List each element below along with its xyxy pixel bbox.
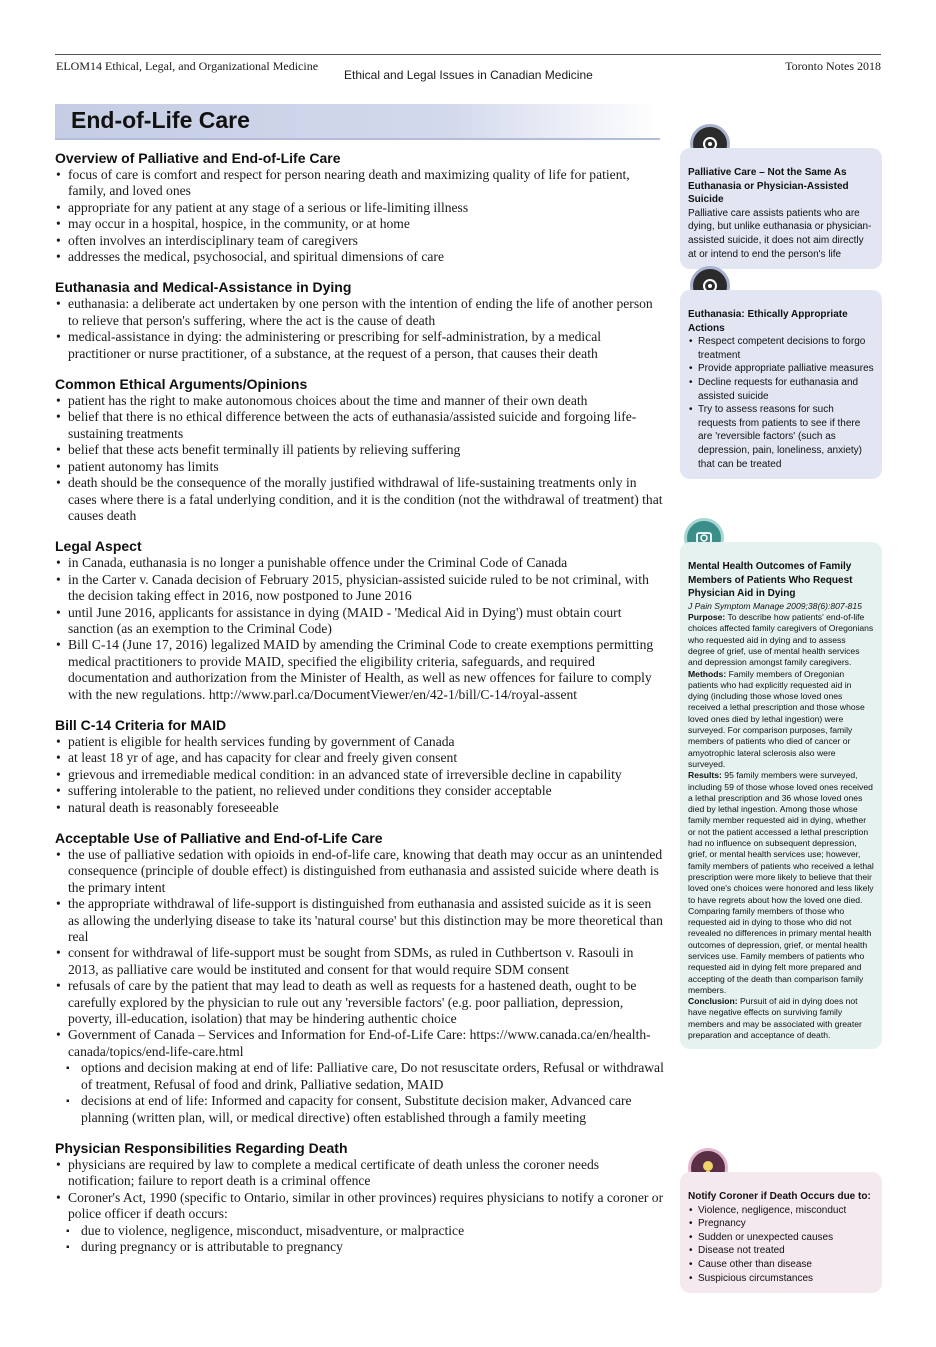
list-item: • until June 2016, applicants for assistance in dying (MAID - 'Medical Aid in Dying') must obtain court sanction (as an exemption to the Criminal Code) (55, 605, 665, 638)
section-heading: Overview of Palliative and End-of-Life Care (55, 150, 341, 166)
list-item: • at least 18 yr of age, and has capacity for clear and freely given consent (55, 750, 665, 766)
list-item: • patient autonomy has limits (55, 459, 665, 475)
purpose-paragraph (688, 612, 874, 668)
list-item: • refusals of care by the patient that may lead to death as well as requests for a hastened death, ought to be carefully explored by the physician to rule out any 'reversible factors' (e.g. poor palliation, depression, poverty, ill-education, isolation) that may be hindering authentic choice (55, 978, 665, 1027)
section-bill-c14-criteria (55, 717, 665, 816)
list-item: • medical-assistance in dying: the administering or prescribing for self-administration, by a medical practitioner or nurse practitioner, of a substance, at the request of a person, that causes their death (55, 329, 665, 362)
sub-list-item: ▪ decisions at end of life: Informed and capacity for consent, Substitute decision maker, Advanced care planning (written plan, will, or medical directive) often established through a family meeting (55, 1093, 665, 1126)
list-item: • appropriate for any patient at any stage of a serious or life-limiting illness (55, 200, 665, 216)
list-item: • often involves an interdisciplinary team of caregivers (55, 233, 665, 249)
list-item: • the use of palliative sedation with opioids in end-of-life care, knowing that death may occur as an unintended consequence (principle of double effect) is distinguished from euthanasia and assisted suicide where death is the primary intent (55, 847, 665, 896)
purpose-label: Purpose: (688, 612, 726, 623)
list-item: • Coroner's Act, 1990 (specific to Ontario, similar in other provinces) requires physicians to notify a coroner or police officer if death occurs: (55, 1190, 665, 1223)
list-item: • in Canada, euthanasia is no longer a punishable offence under the Criminal Code of Canada (55, 555, 665, 571)
list-item: • belief that these acts benefit terminally ill patients by relieving suffering (55, 442, 665, 458)
conclusion-text: Pursuit of aid in dying does not have negative effects on surviving family members and may be associated with greater preparation and acceptance of death. (688, 996, 862, 1041)
box-title: Mental Health Outcomes of Family Members of Patients Who Request Physician Aid in Dying (688, 561, 853, 600)
header-right: Toronto Notes 2018 (785, 59, 881, 73)
sub-list-item: ▪ options and decision making at end of life: Palliative care, Do not resuscitate orders, Refusal or withdrawal of treatment, Refusal of food and drink, Palliative sedation, MAID (55, 1060, 665, 1093)
section-legal-aspect (55, 538, 665, 703)
conclusion-paragraph (688, 996, 874, 1041)
main-content (55, 150, 665, 1269)
box-body: Palliative care assists patients who are dying, but unlike euthanasia or physician-assisted suicide, it does not aim directly at or intend to end the person's life (688, 207, 872, 260)
list-item: • Decline requests for euthanasia and assisted suicide (688, 376, 874, 403)
header-center: Ethical and Legal Issues in Canadian Medicine (344, 68, 593, 82)
box-title: Notify Coroner if Death Occurs due to: (688, 1191, 871, 1202)
list-item: • Government of Canada – Services and Information for End-of-Life Care: https://www.canada.ca/en/health-canada/topics/end-life-care.html (55, 1027, 665, 1060)
purpose-text: To describe how patients' end-of-life choices affected family caregivers of Oregonians who requested aid in dying and to assess degree of grief, use of mental health services and depression amongst family caregivers. (688, 612, 874, 668)
list-item: • Violence, negligence, misconduct (688, 1204, 874, 1218)
list-item: • focus of care is comfort and respect for person nearing death and maximizing quality of life for patient, family, and loved ones (55, 167, 665, 200)
sub-list-item: ▪ due to violence, negligence, misconduct, misadventure, or malpractice (55, 1223, 665, 1239)
page-header (0, 0, 936, 90)
list-item: • Suspicious circumstances (688, 1272, 874, 1286)
sub-list-item: ▪ during pregnancy or is attributable to pregnancy (55, 1239, 665, 1255)
list-item: • death should be the consequence of the morally justified withdrawal of life-sustaining treatments only in cases where there is a fatal underlying condition, and it is the condition (not the withdrawal of treatment) that causes death (55, 475, 665, 524)
list-item: • Bill C-14 (June 17, 2016) legalized MAID by amending the Criminal Code to create exemptions permitting medical practitioners to provide MAID, specified the eligibility criteria, safeguards, and required documentation and authorization from the Minister of Health, as well as new offences for failure to comply with the new regulations. http://www.parl.ca/DocumentViewer/en/42-1/bill/C-14/royal-assent (55, 637, 665, 703)
section-heading: Legal Aspect (55, 538, 142, 555)
section-heading: Physician Responsibilities Regarding Death (55, 1139, 348, 1156)
sidebar-box-coroner (680, 1172, 882, 1293)
list-item: • Try to assess reasons for such requests from patients to see if there are 'reversible factors' (such as depression, pain, loneliness, anxiety) that can be treated (688, 403, 874, 471)
list-item: • euthanasia: a deliberate act undertaken by one person with the intention of ending the life of another person to relieve that person's suffering, where the act is the cause of death (55, 296, 665, 329)
list-item: • natural death is reasonably foreseeable (55, 800, 665, 816)
section-heading: Bill C-14 Criteria for MAID (55, 716, 227, 733)
box-title: Palliative Care – Not the Same As Euthanasia or Physician-Assisted Suicide (688, 167, 849, 206)
list-item: • patient has the right to make autonomous choices about the time and manner of their own death (55, 393, 665, 409)
section-physician-responsibilities (55, 1140, 665, 1255)
list-item: • Cause other than disease (688, 1258, 874, 1272)
list-item: • Sudden or unexpected causes (688, 1231, 874, 1245)
section-acceptable-use (55, 830, 665, 1126)
section-overview (55, 150, 665, 265)
list-item: • may occur in a hospital, hospice, in the community, or at home (55, 216, 665, 232)
section-ethical-arguments (55, 376, 665, 524)
methods-text: Family members of Oregonian patients who had explicitly requested aid in dying (including those whose loved ones received a lethal prescription and those whose loved ones died by lethal ingestion) were surveyed. For comparison purposes, family members of patients who died of cancer or amyotrophic lateral sclerosis also were surveyed. (688, 668, 865, 769)
results-label: Results: (688, 770, 722, 781)
list-item: • suffering intolerable to the patient, no relieved under conditions they consider acceptable (55, 783, 665, 799)
list-item: • consent for withdrawal of life-support must be sought from SDMs, as ruled in Cuthbertson v. Rasouli in 2013, as palliative care would be instituted and consent for that would require SDM consent (55, 945, 665, 978)
sidebar-box-research (680, 542, 882, 1049)
list-item: • patient is eligible for health services funding by government of Canada (55, 734, 665, 750)
sidebar-box-euthanasia-actions (680, 290, 882, 479)
list-item: • addresses the medical, psychosocial, and spiritual dimensions of care (55, 249, 665, 265)
methods-label: Methods: (688, 668, 727, 679)
methods-paragraph (688, 669, 874, 771)
list-item: • Pregnancy (688, 1217, 874, 1231)
results-text: 95 family members were surveyed, including 59 of those whose loved ones received a lethal prescription and 36 whose loved ones died by lethal ingestion. Among those whose family member requested aid in dying, whether or not the patient accessed a lethal prescription had no influence on subsequent depression, grief, or mental health services use; however, family members of patients who received a lethal prescription were more likely to believe that their loved one's choices were honored and less likely to have regrets about how the loved one died. Comparing family members of those who requested aid in dying to those who did not revealed no differences in primary mental health outcomes of depression, grief, or mental health services use. Family members of patients who requested aid in dying felt more prepared and accepting of the death than comparison family members. (688, 770, 874, 995)
list-item: • grievous and irremediable medical condition: in an advanced state of irreversible decline in capability (55, 767, 665, 783)
box-title: Euthanasia: Ethically Appropriate Actions (688, 309, 848, 334)
list-item: • Respect competent decisions to forgo treatment (688, 335, 874, 362)
list-item: • belief that there is no ethical difference between the acts of euthanasia/assisted suicide and forgoing life-sustaining treatments (55, 409, 665, 442)
section-heading: Euthanasia and Medical-Assistance in Dying (55, 279, 352, 296)
header-left: ELOM14 Ethical, Legal, and Organizational Medicine (56, 59, 319, 73)
list-item: • Disease not treated (688, 1244, 874, 1258)
header-rule (55, 54, 881, 55)
list-item: • in the Carter v. Canada decision of February 2015, physician-assisted suicide ruled to be not criminal, with the decision taking effect in 2016, now postponed to June 2016 (55, 572, 665, 605)
section-heading: Acceptable Use of Palliative and End-of-Life Care (55, 830, 383, 846)
conclusion-label: Conclusion: (688, 996, 738, 1007)
list-item: • the appropriate withdrawal of life-support is distinguished from euthanasia and assisted suicide as it is seen as allowing the underlying disease to take its 'natural course' but this distinction may be more theoretical than real (55, 896, 665, 945)
list-item: • Provide appropriate palliative measures (688, 362, 874, 376)
section-title-banner (55, 104, 660, 140)
section-euthanasia (55, 279, 665, 362)
page-title: End-of-Life Care (71, 107, 250, 133)
results-paragraph (688, 770, 874, 996)
list-item: • physicians are required by law to complete a medical certificate of death unless the coroner needs notification; failure to report death is a criminal offence (55, 1157, 665, 1190)
sidebar-box-palliative (680, 148, 882, 269)
section-heading: Common Ethical Arguments/Opinions (55, 376, 308, 393)
citation: J Pain Symptom Manage 2009;38(6):807-815 (688, 600, 862, 611)
